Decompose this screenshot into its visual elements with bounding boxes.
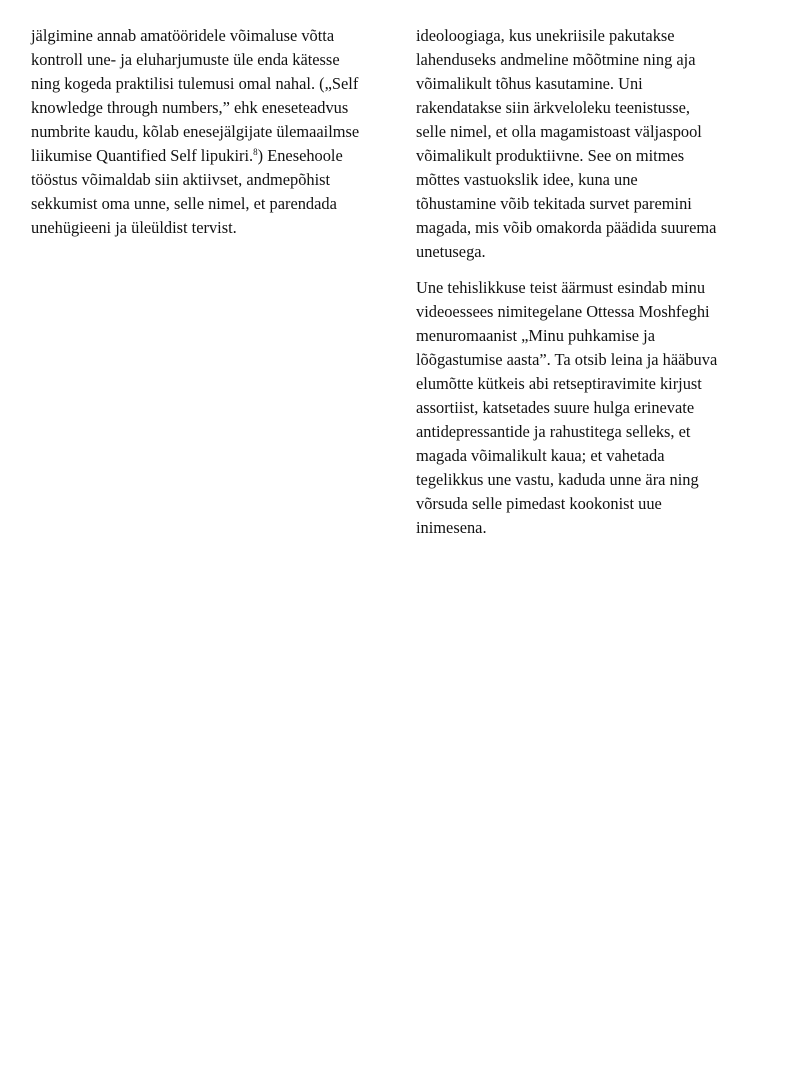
text-line: elumõtte kütkeis abi retseptiravimite kirjust [416,374,702,393]
right-paragraph-2 [416,276,756,540]
text-line: tööstus võimaldab siin aktiivset, andmepõhist [31,170,331,189]
footnote-reference[interactable]: 8 [253,147,258,157]
text-line: mõttes vastuokslik idee, kuna une [416,170,638,189]
text-line: jälgimine annab amatööridele võimaluse võtta [31,26,335,45]
text-line: assortiist, katsetades suure hulga erinevate [416,398,695,417]
text-line: võimalikult produktiivne. See on mitmes [416,146,685,165]
text-line: võrsuda selle pimedast kookonist uue [416,494,662,513]
text-line: rakendatakse siin ärkveloleku teenistusse, [416,98,690,117]
text-line: Une tehislikkuse teist äärmust esindab minu [416,278,706,297]
text-line: menuromaanist „Minu puhkamise ja [416,326,655,345]
left-paragraph [31,24,399,240]
text-line: võimalikult tõhus kasutamine. Uni [416,74,643,93]
left-text-column [31,24,399,252]
text-segment: ) Enesehoole [257,146,343,165]
text-line: unehügieeni ja üleüldist tervist. [31,218,237,237]
text-line: numbrite kaudu, kõlab enesejälgijate ülemaailmse [31,122,360,141]
text-line: inimesena. [416,518,487,537]
text-line: ning kogeda praktilisi tulemusi omal nahal. („Self [31,74,359,93]
text-line: unetusega. [416,242,486,261]
text-line: tegelikkus une vastu, kaduda unne ära ning [416,470,699,489]
text-line: magada võimalikult kaua; et vahetada [416,446,665,465]
text-line: lõõgastumise aasta”. Ta otsib leina ja hääbuva [416,350,718,369]
text-line: antidepressantide ja rahustitega selleks, et [416,422,691,441]
text-line: videoessees nimitegelane Ottessa Moshfeghi [416,302,710,321]
text-line: magada, mis võib omakorda päädida suurema [416,218,717,237]
text-segment: liikumise Quantified Self lipukiri. [31,146,254,165]
right-text-column [416,24,756,552]
text-line: sekkumist oma unne, selle nimel, et parendada [31,194,337,213]
text-line: knowledge through numbers,” ehk eneseteadvus [31,98,349,117]
right-paragraph-1 [416,24,756,264]
text-line-with-footnote [31,144,399,168]
text-line: tõhustamine võib tekitada survet paremini [416,194,692,213]
text-line: ideoloogiaga, kus unekriisile pakutakse [416,26,675,45]
text-line: selle nimel, et olla magamistoast väljaspool [416,122,702,141]
text-line: kontroll une- ja eluharjumuste üle enda kätesse [31,50,340,69]
text-line: lahenduseks andmeline mõõtmine ning aja [416,50,696,69]
